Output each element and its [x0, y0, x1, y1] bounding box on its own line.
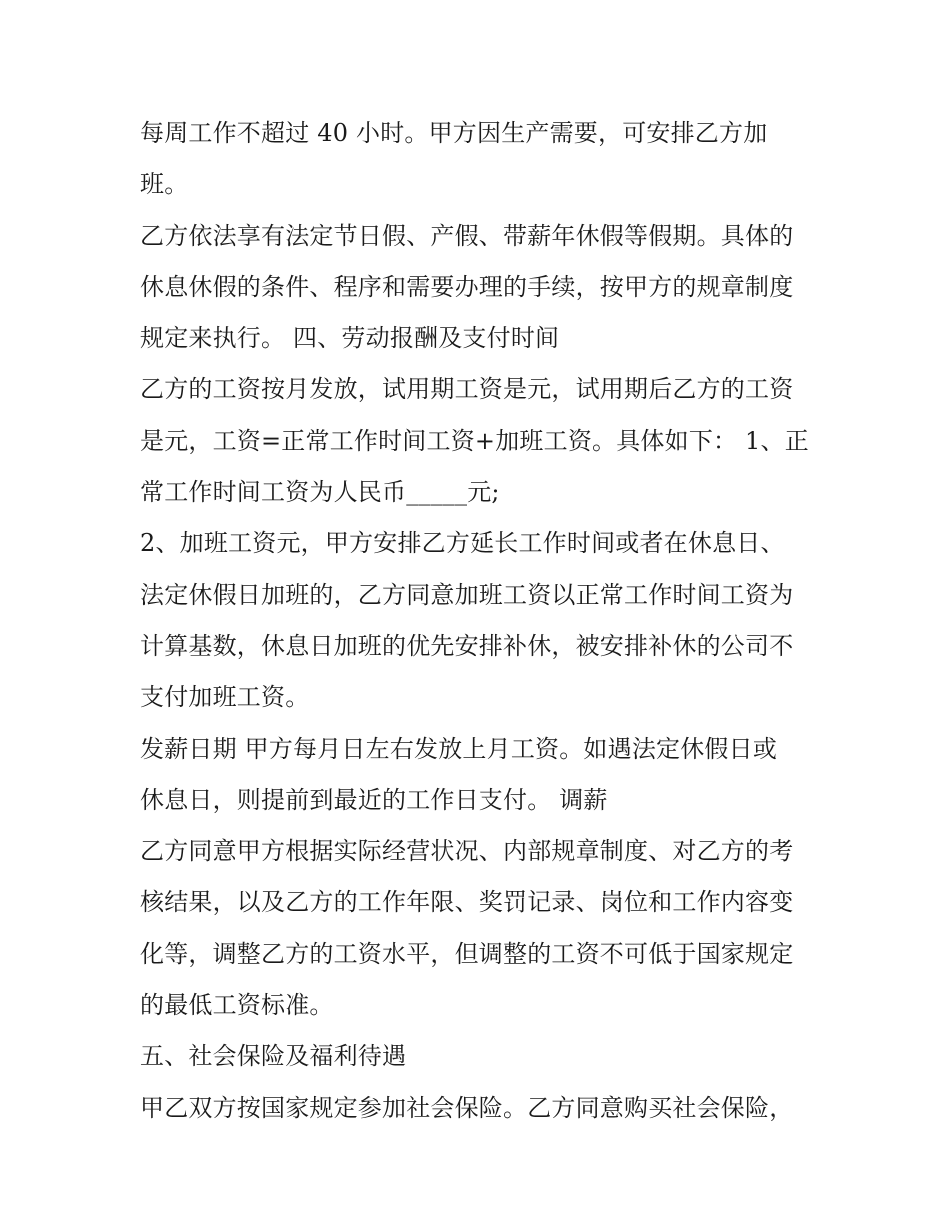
text-line: 每周工作不超过 40 小时。甲方因生产需要，可安排乙方加	[140, 119, 768, 147]
section-heading-line: 规定来执行。 四、劳动报酬及支付时间	[140, 324, 560, 353]
text-line: 化等，调整乙方的工资水平，但调整的工资不可低于国家规定	[140, 939, 794, 968]
text-line: 2、加班工资元，甲方安排乙方延长工作时间或者在休息日、	[140, 529, 785, 558]
text-line: 乙方的工资按月发放，试用期工资是元，试用期后乙方的工资	[140, 375, 794, 404]
text-line: 甲乙双方按国家规定参加社会保险。乙方同意购买社会保险，	[140, 1093, 794, 1122]
section-heading-line: 五、社会保险及福利待遇	[140, 1042, 407, 1071]
text-line: 休息日，则提前到最近的工作日支付。 调薪	[140, 785, 608, 814]
text-line: 乙方同意甲方根据实际经营状况、内部规章制度、对乙方的考	[140, 837, 794, 866]
text-line: 的最低工资标准。	[140, 991, 334, 1020]
text-line: 发薪日期 甲方每月日左右发放上月工资。如遇法定休假日或	[140, 734, 778, 763]
text-line: 计算基数，休息日加班的优先安排补休，被安排补休的公司不	[140, 631, 794, 660]
document-body	[140, 108, 820, 1134]
text-line: 休息休假的条件、程序和需要办理的手续，按甲方的规章制度	[140, 272, 794, 301]
text-line: 乙方依法享有法定节日假、产假、带薪年休假等假期。具体的	[140, 221, 794, 250]
text-line: 是元，工资=正常工作时间工资+加班工资。具体如下： 1、正	[140, 426, 809, 455]
text-line: 核结果，以及乙方的工作年限、奖罚记录、岗位和工作内容变	[140, 888, 794, 917]
text-line: 支付加班工资。	[140, 683, 310, 712]
text-line: 法定休假日加班的，乙方同意加班工资以正常工作时间工资为	[140, 580, 794, 609]
text-line: 班。	[140, 170, 189, 199]
text-line: 常工作时间工资为人民币_____元;	[140, 478, 500, 507]
